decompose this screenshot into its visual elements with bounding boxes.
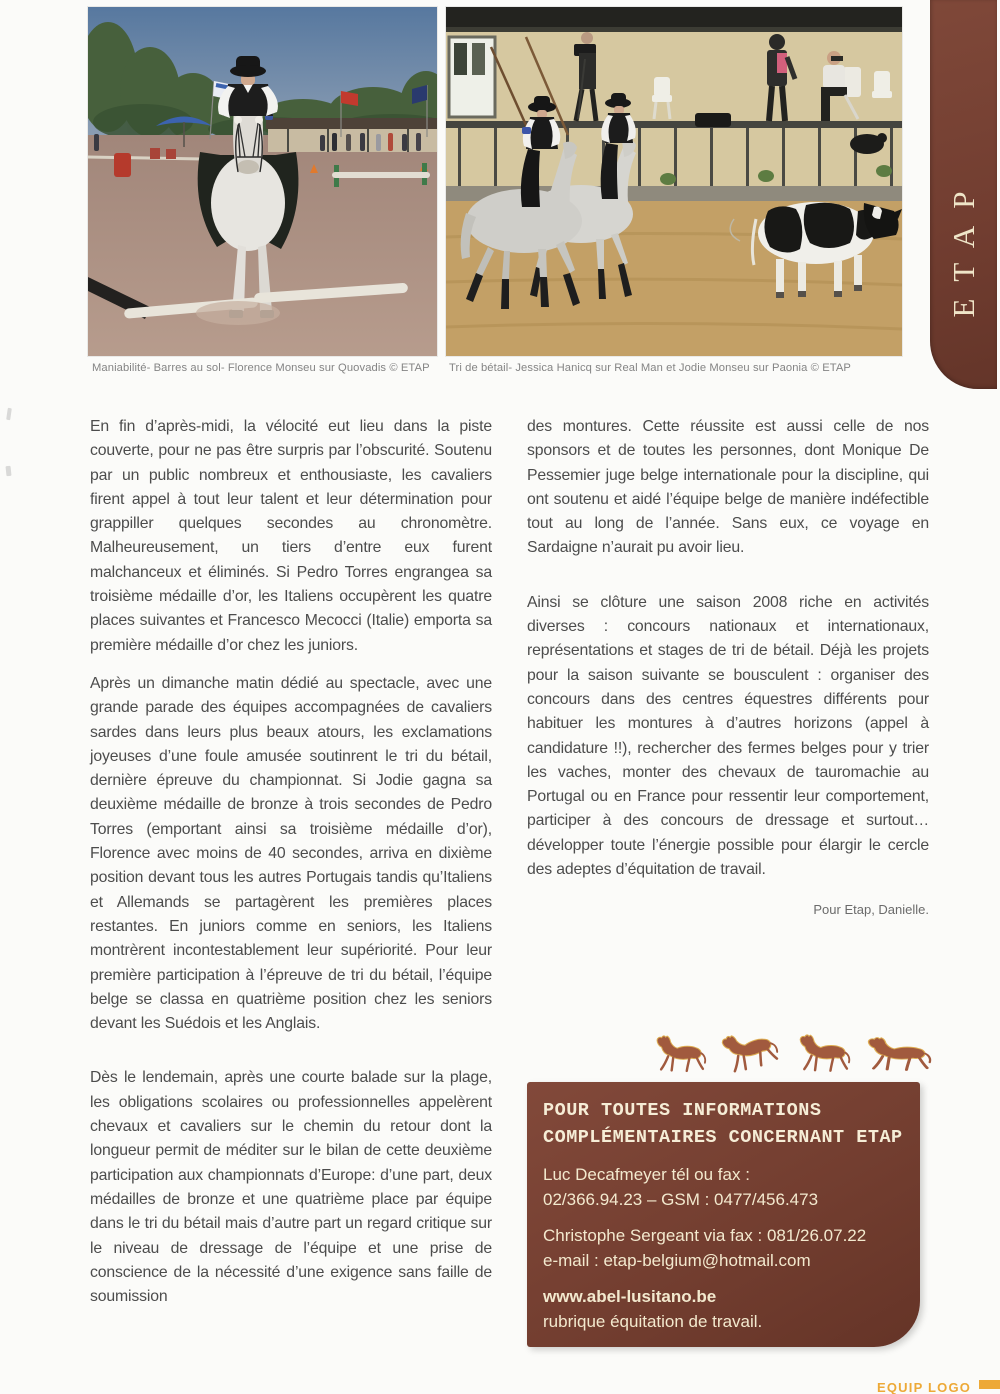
horse-pictograph-icon xyxy=(646,1018,938,1084)
contact-email: e-mail : etap-belgium@hotmail.com xyxy=(543,1250,811,1270)
paragraph: Dès le lendemain, après une courte balade sur la plage, les obligations scolaires ou professionnelles appelèrent chevaux et cavaliers sur le chemin du retour dont la longueur permit de méditer sur le bilan de cette deuxième participation aux championnats d’Europe: d’une part, deux médailles de bronze et une quatrième place par équipe dans le tri du bétail mais d’autre part un regard critique sur le niveau de dressage de l’équipe et une prise de conscience de la nécessité d’une exigence sans faille de soumission xyxy=(90,1069,492,1306)
horse-pictographs xyxy=(646,1018,938,1086)
page-footer-cutoff xyxy=(877,1380,1000,1394)
article-column-1 xyxy=(90,415,492,1323)
info-box xyxy=(527,1082,920,1347)
website-url: www.abel-lusitano.be xyxy=(543,1287,717,1306)
photo-indoor-arena xyxy=(446,7,902,356)
outdoor-arena-illustration xyxy=(88,7,437,356)
paragraph: des montures. Cette réussite est aussi celle de nos sponsors et de toutes les personnes, dont Monique De Pessemier juge belge internationale pour la discipline, qui ont soutenu et aidé l’équipe belge de manière indéfectible tout au long de l’année. Sans eux, ce voyage en Sardaigne n’aurait pu avoir lieu. xyxy=(527,418,929,557)
paragraph: Ainsi se clôture une saison 2008 riche en activités diverses : concours nationaux et internationaux, représentations et stages de tri de bétail. Déjà les projets pour la saison suivante se bousculent : organiser des concours dans des centres équestres différents pour habituer les montures à d’autres horizons (appel à candidature !!), rechercher des fermes belges pour y trier les vaches, monter des chevaux de tauromachie au Portugal ou en France pour ressentir leur comportement, participer à des concours de dressage et surtout…développer toute l’énergie possible pour élargir le cercle des adeptes d’équitation de travail. xyxy=(527,593,929,879)
paragraph: En fin d’après-midi, la vélocité eut lieu dans la piste couverte, pour ne pas être surpris par l’obscurité. Soutenu par un public nombreux et enthousiaste, les cavaliers firent appel à tout leur talent et leur détermination pour grappiller quelques secondes au chronomètre. Malheureusement, un tiers d’entre eux furent malchanceux et éliminés. Si Pedro Torres engrangea sa troisième médaille d’or, les Italiens occupèrent les quatre places suivantes et Francesco Mecocci (Italie) emporta sa première médaille d’or chez les juniors. xyxy=(90,418,492,654)
article-column-2 xyxy=(527,415,929,923)
indoor-arena-illustration xyxy=(446,7,902,356)
side-tab-label: ETAP xyxy=(945,174,981,318)
red-barrel xyxy=(114,153,131,177)
contact-christophe xyxy=(543,1224,904,1273)
contact-luc xyxy=(543,1163,904,1212)
footer-orange-bar xyxy=(979,1380,1000,1389)
scan-artifact xyxy=(5,466,11,476)
website-note: rubrique équitation de travail. xyxy=(543,1311,763,1331)
scan-artifact xyxy=(6,408,12,420)
photo-caption-right: Tri de bétail- Jessica Hanicq sur Real Man et Jodie Monseu sur Paonia © ETAP xyxy=(449,362,851,374)
paragraph: Après un dimanche matin dédié au spectacle, avec une grande parade des équipes accompagnées de cavaliers sardes dans leurs plus beaux atours, les exclamations joyeuses d’une foule amusée soutinrent le tri du bétail, dernière épreuve du championnat. Si Jodie gagna sa deuxième médaille de bronze à trois secondes de Pedro Torres (emportant ainsi sa troisième médaille d’or), Florence avec moins de 40 secondes, arriva en dixième position devant tous les autres Portugais tandis qu’Italiens et Allemands se partagèrent les premières places restantes. En juniors comme en seniors, les Italiens montrèrent incontestablement leur supériorité. Pour leur première participation à l’épreuve de tri du bétail, l’équipe belge se classa en quatrième position chez les seniors devant les Suédois et les Anglais. xyxy=(90,674,492,1033)
contact-luc-numbers: 02/366.94.23 – GSM : 0477/456.473 xyxy=(543,1189,819,1209)
info-box-title xyxy=(543,1097,904,1151)
contact-luc-label: Luc Decafmeyer tél ou fax : xyxy=(543,1165,750,1184)
building-roof xyxy=(266,118,437,129)
info-box-title-line2: COMPLÉMENTAIRES CONCERNANT ETAP xyxy=(543,1127,903,1148)
contact-christophe-fax: Christophe Sergeant via fax : 081/26.07.22 xyxy=(543,1226,867,1245)
website-block xyxy=(543,1285,904,1334)
footer-partial-text: EQUIP LOGO xyxy=(877,1380,972,1394)
article-signature: Pour Etap, Danielle. xyxy=(813,902,929,918)
window xyxy=(449,37,495,117)
photo-outdoor-arena xyxy=(88,7,437,356)
photo-caption-left: Maniabilité- Barres au sol- Florence Monseu sur Quovadis © ETAP xyxy=(92,362,430,374)
info-box-title-line1: POUR TOUTES INFORMATIONS xyxy=(543,1100,822,1121)
side-tab-etap xyxy=(930,0,997,389)
